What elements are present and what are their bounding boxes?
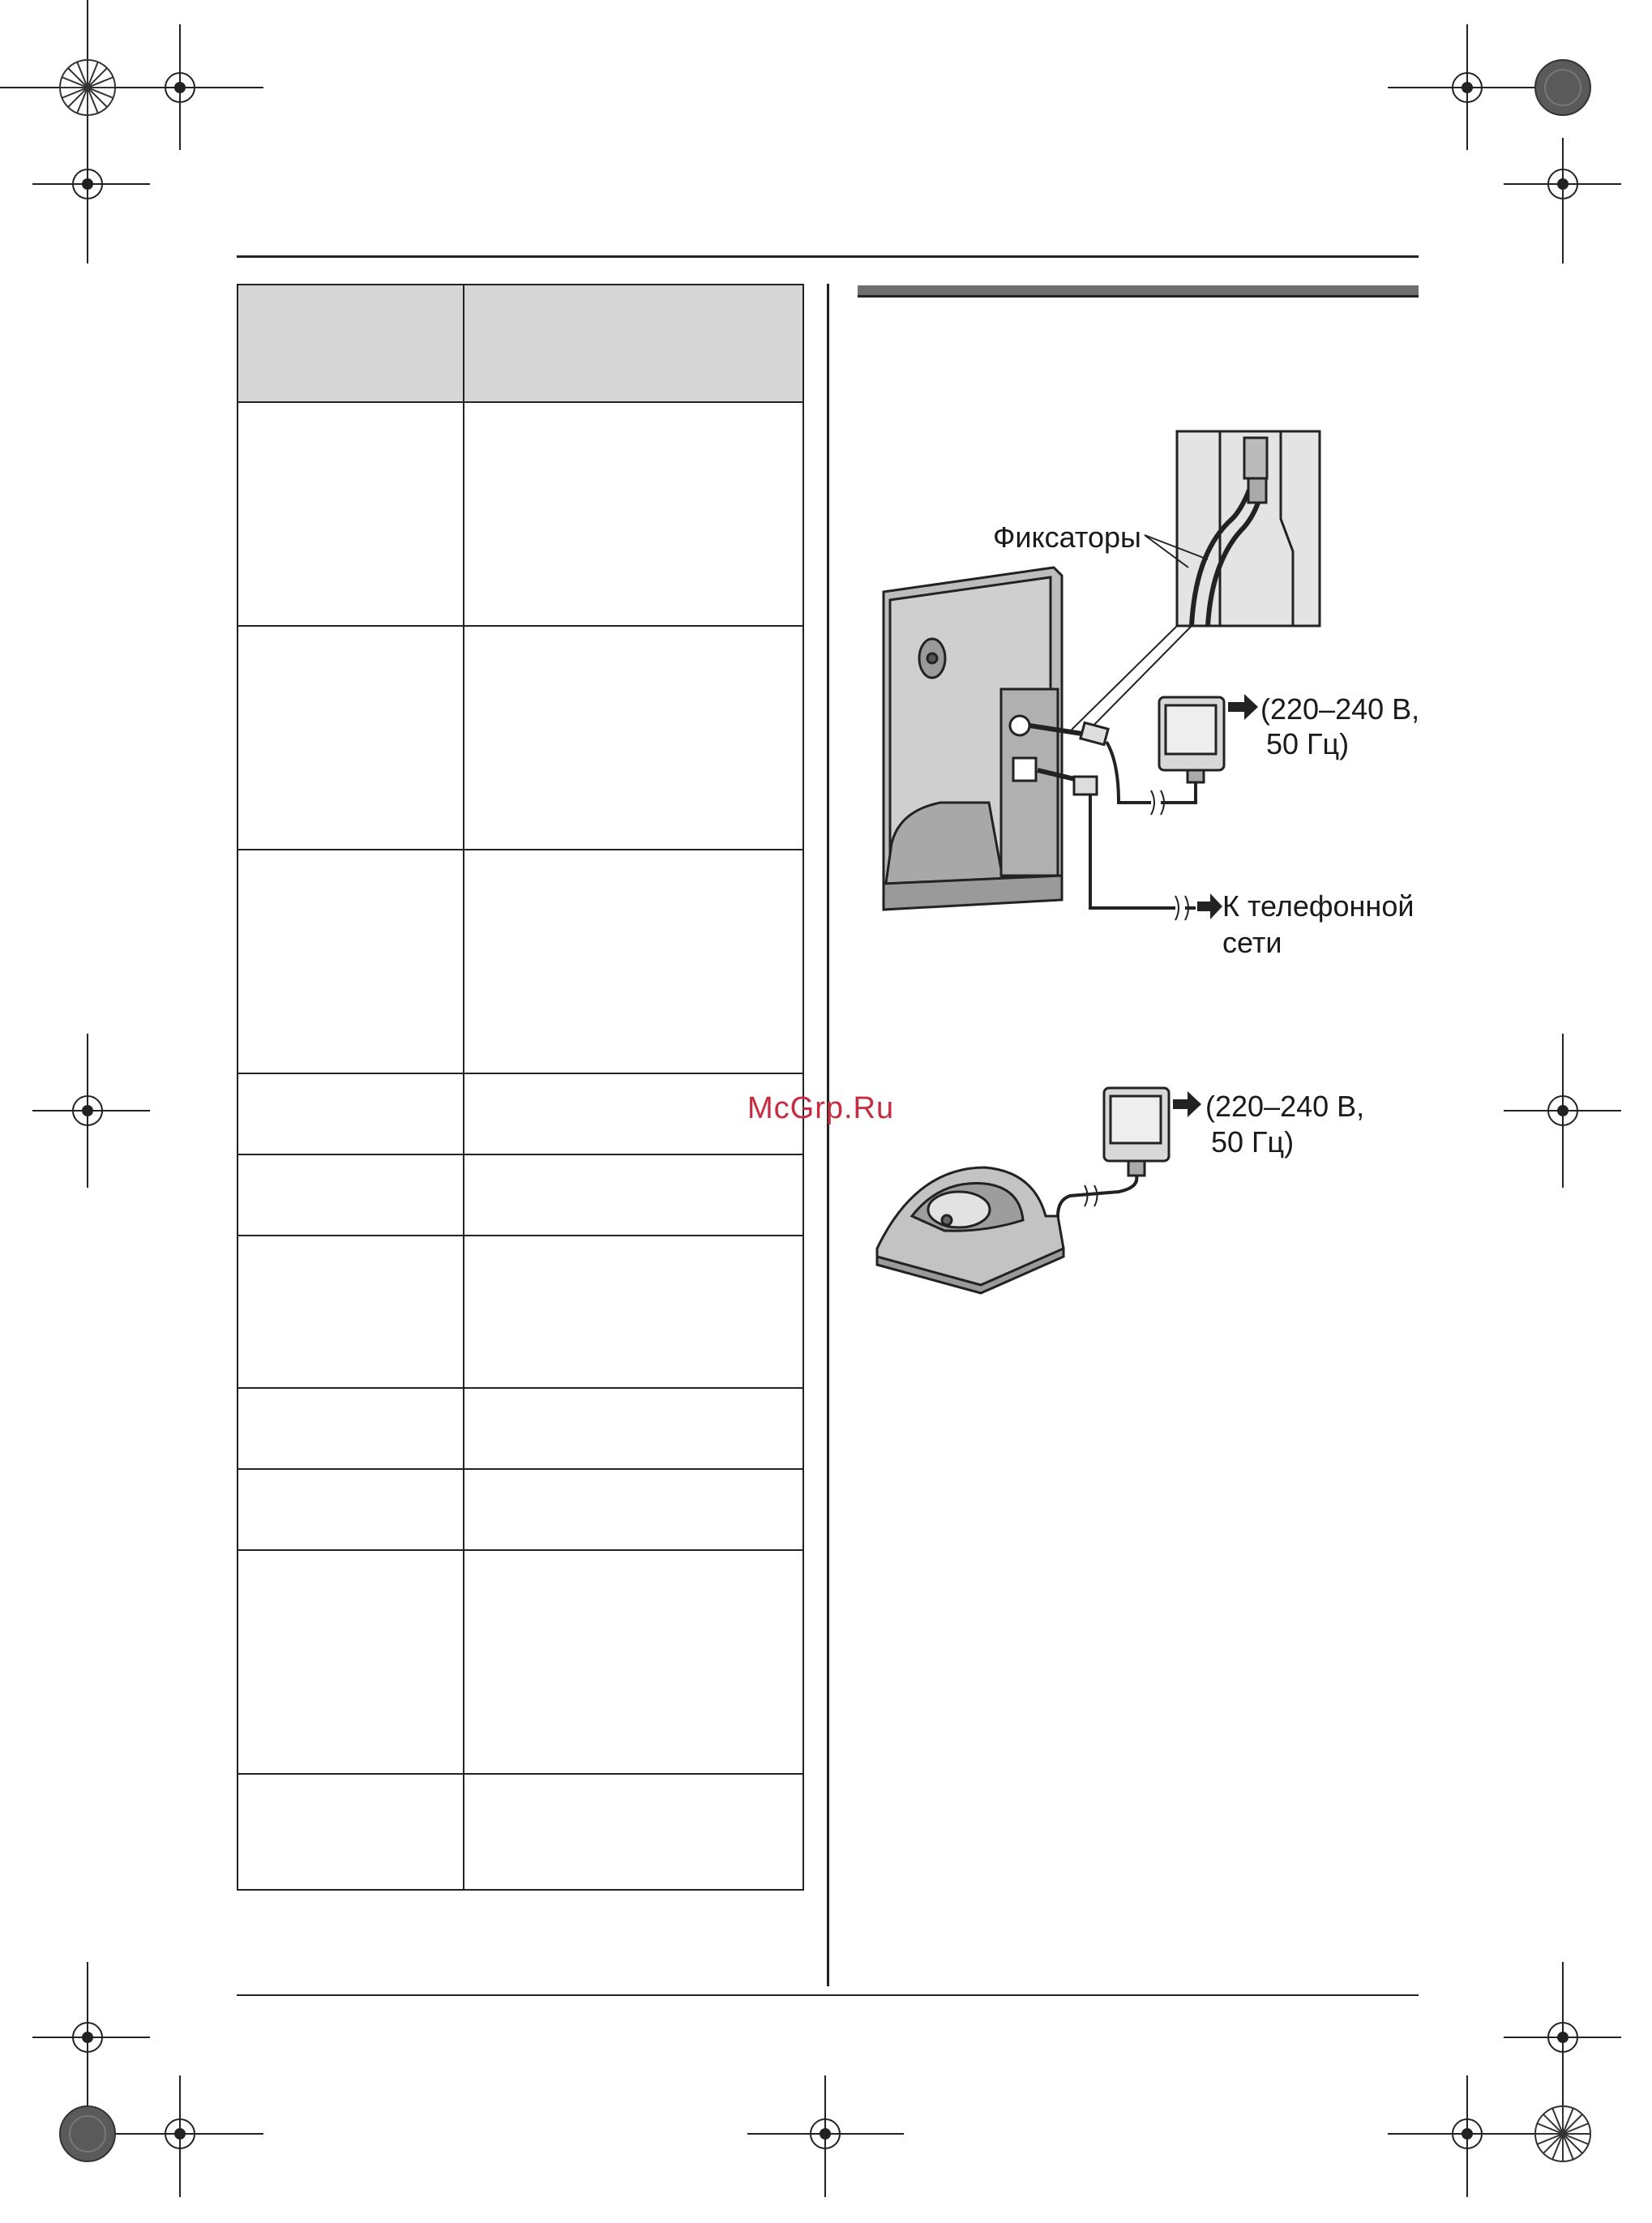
watermark: McGrp.Ru (747, 1091, 895, 1125)
phone-line-label-line1: К телефонной (1222, 889, 1414, 923)
phone-line-label-line2: сети (1222, 926, 1282, 959)
charger-power-spec-line1: (220–240 В, (1205, 1090, 1365, 1123)
base-power-spec-line1: (220–240 В, (1260, 692, 1420, 726)
clips-label: Фиксаторы (993, 520, 1141, 554)
charger-power-spec-line2: 50 Гц) (1211, 1125, 1295, 1159)
base-power-spec-line2: 50 Гц) (1266, 727, 1350, 760)
